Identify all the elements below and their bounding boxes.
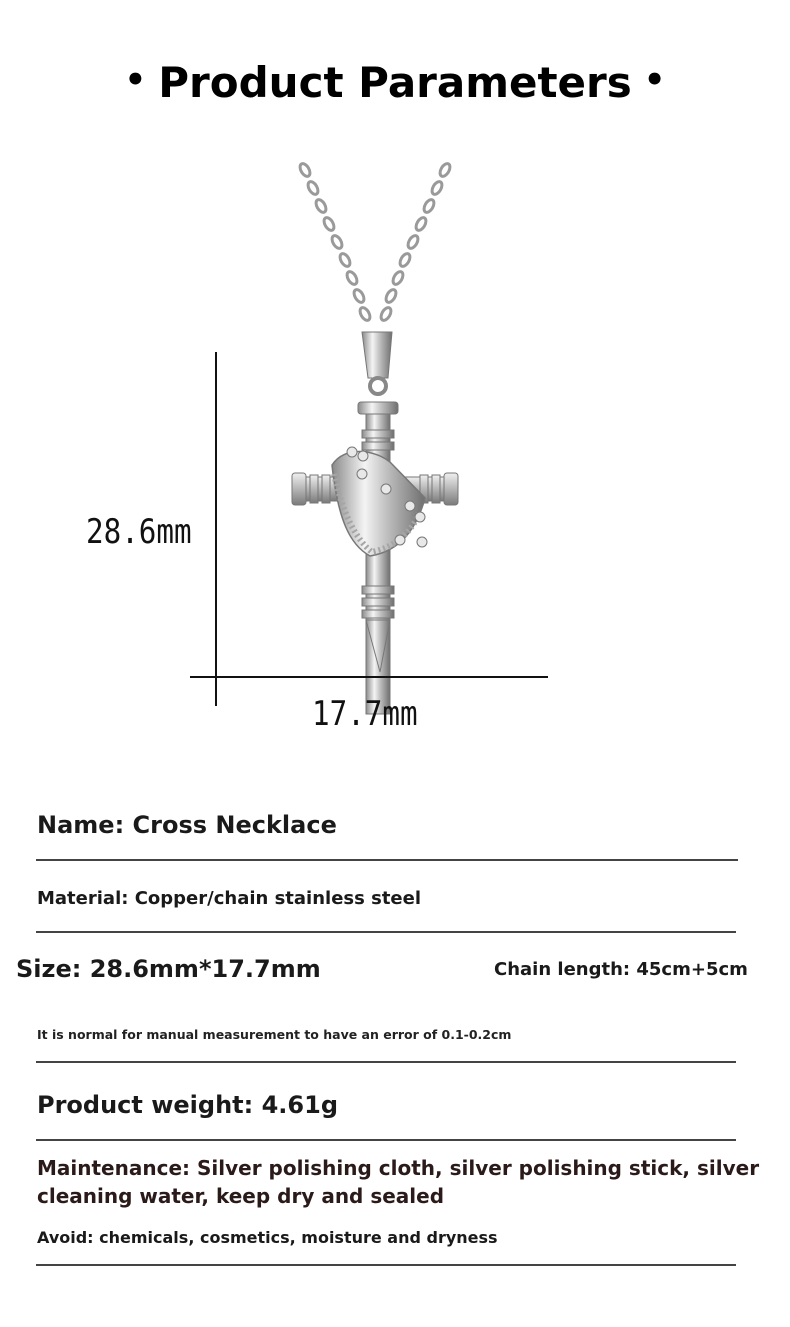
page-title (0, 58, 790, 107)
divider (36, 1264, 736, 1266)
spec-size: Size: 28.6mm*17.7mm (16, 955, 321, 983)
chain-left (298, 162, 372, 322)
title-bullet-right: • (643, 60, 666, 100)
divider (36, 931, 736, 933)
title-text: Product Parameters (158, 58, 632, 107)
spec-avoid: Avoid: chemicals, cosmetics, moisture and dryness (37, 1228, 498, 1247)
cross-nail-crown-pendant-icon (0, 140, 790, 760)
title-bullet-left: • (124, 60, 147, 100)
width-dimension-label: 17.7mm (312, 694, 418, 734)
spec-name: Name: Cross Necklace (37, 811, 337, 839)
height-dimension-label: 28.6mm (86, 512, 192, 552)
divider (36, 1139, 736, 1141)
divider (36, 859, 738, 861)
spec-material: Material: Copper/chain stainless steel (37, 888, 422, 909)
chain-right (379, 162, 452, 322)
spec-weight: Product weight: 4.61g (37, 1091, 338, 1119)
spec-maintenance: Maintenance: Silver polishing cloth, silver polishing stick, silver cleaning water, keep dry and sealed (37, 1156, 760, 1208)
spec-chain-length: Chain length: 45cm+5cm (494, 959, 748, 980)
measurement-note: It is normal for manual measurement to have an error of 0.1-0.2cm (37, 1027, 512, 1042)
divider (36, 1061, 736, 1063)
product-figure (0, 140, 790, 760)
